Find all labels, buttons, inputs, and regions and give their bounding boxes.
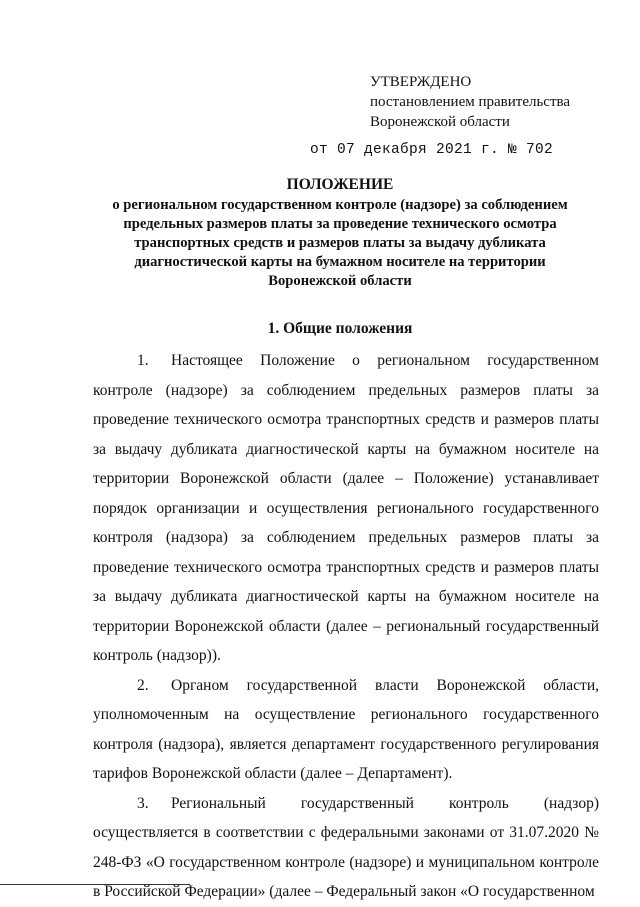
paragraph-number: 2.: [137, 676, 149, 694]
document-subtitle-line: предельных размеров платы за проведение технического осмотра: [123, 216, 557, 232]
approval-line-1: постановлением правительства: [370, 94, 571, 110]
paragraph-2: [93, 671, 599, 789]
paragraph-text: Настоящее Положение о региональном государственном контроле (надзоре) за соблюдением предельных размеров платы за проведение технического осмотра транспортных средств и размеров платы за выдачу дубликата диагностической карты на бумажном носителе на территории Воронежской области (далее – Положение) устанавливает порядок организации и осуществления регионального государственного контроля (надзора) за соблюдением предельных размеров платы за проведение технического осмотра транспортных средств и размеров платы за выдачу дубликата диагностической карты на бумажном носителе на территории Воронежской области (далее – региональный государственный контроль (надзор)).: [93, 352, 599, 664]
document-body: [93, 346, 599, 907]
paragraph-3: [93, 789, 599, 907]
paragraph-text: Региональный государственный контроль (надзор) осуществляется в соответствии с федеральными законами от 31.07.2020 № 248-ФЗ «О государственном контроле (надзоре) и муниципальном контроле в Российской Федерации» (далее – Федеральный закон «О государственном: [93, 794, 599, 900]
footer-divider: [0, 884, 190, 885]
approval-stamp: [310, 72, 571, 160]
paragraph-number: 1.: [137, 352, 149, 369]
document-subtitle-line: Воронежской области: [268, 273, 412, 289]
document-subtitle-line: о региональном государственном контроле (надзоре) за соблюдением: [112, 197, 568, 213]
document-subtitle-line: транспортных средств и размеров платы за выдачу дубликата: [134, 235, 546, 251]
approval-line-2: Воронежской области: [370, 114, 510, 130]
document-title-block: [80, 176, 600, 291]
document-heading: ПОЛОЖЕНИЕ: [286, 176, 394, 193]
approval-title: УТВЕРЖДЕНО: [370, 74, 472, 90]
paragraph-1: [93, 346, 599, 671]
section-title: 1. Общие положения: [267, 320, 413, 337]
paragraph-text: Органом государственной власти Воронежской области, уполномоченным на осуществление регионального государственного контроля (надзора), является департамент государственного регулирования тарифов Воронежской области (далее – Департамент).: [93, 676, 599, 782]
document-subtitle-line: диагностической карты на бумажном носителе на территории: [134, 254, 546, 270]
paragraph-number: 3.: [137, 794, 149, 812]
approval-date-number: от 07 декабря 2021 г. № 702: [310, 142, 554, 158]
